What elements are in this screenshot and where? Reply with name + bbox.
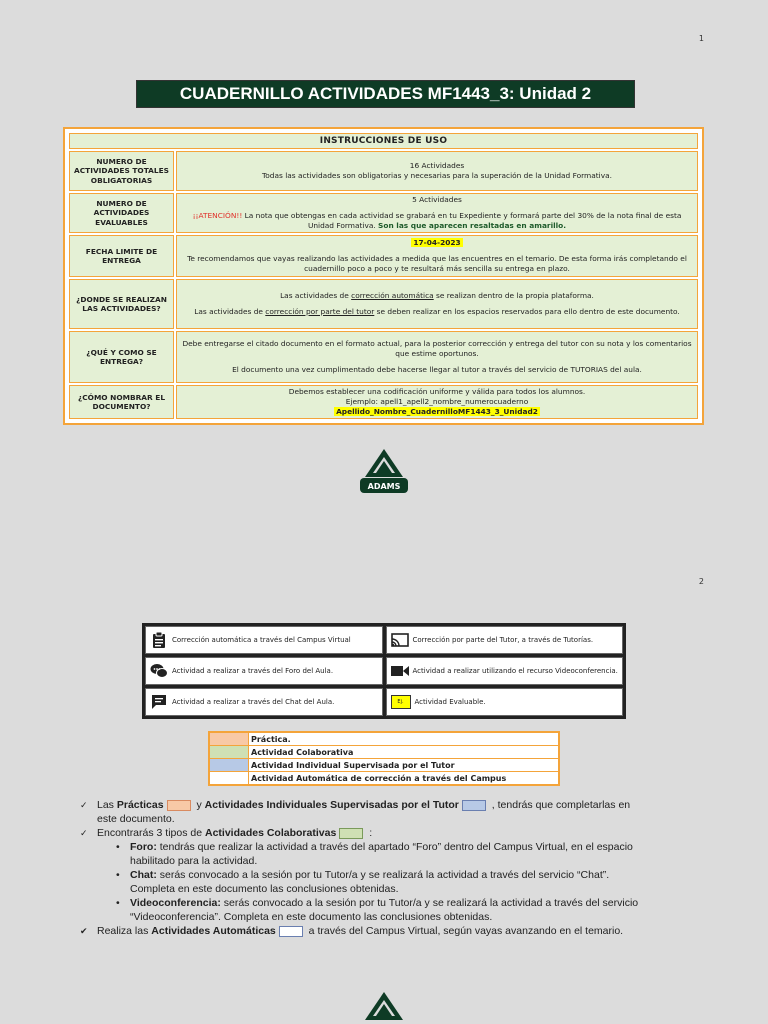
instructions-heading: INSTRUCCIONES DE USO xyxy=(69,133,698,149)
clipboard-icon xyxy=(150,631,168,649)
legend-item: Corrección automática a través del Campus Virtual xyxy=(145,626,383,654)
list-item: ✔ Realiza las Actividades Automáticas a través del Campus Virtual, según vayas avanzando en el temario. xyxy=(80,925,624,937)
filename-example: Apellido_Nombre_CuadernilloMF1443_3_Unidad2 xyxy=(336,406,538,416)
color-key-label: Actividad Individual Supervisada por el Tutor xyxy=(249,759,560,772)
row-label: NUMERO DE ACTIVIDADES EVALUABLES xyxy=(69,193,174,233)
forum-icon xyxy=(150,662,168,680)
cast-screen-icon xyxy=(391,631,409,649)
list-item: ✓ Encontrarás 3 tipos de Actividades Colaborativas : xyxy=(80,827,373,839)
check-icon: ✓ xyxy=(80,800,88,810)
check-icon: ✓ xyxy=(80,828,88,838)
row-label: ¿DONDE SE REALIZAN LAS ACTIVIDADES? xyxy=(69,279,174,329)
legend-item: Actividad a realizar utilizando el recurso Videoconferencia. xyxy=(386,657,624,685)
list-item: • Chat: serás convocado a la sesión por tu Tutor/a y se realizará la actividad a través del servicio “Chat”. xyxy=(116,869,610,881)
row-value: Debemos establecer una codificación uniforme y válida para todos los alumnos. Ejemplo: apell1_apell2_nombre_numerocuaderno Apellido_Nombre_CuadernilloMF1443_3_Unidad2 xyxy=(176,385,698,419)
swatch-automatica xyxy=(209,772,249,786)
row-value: Las actividades de corrección automática se realizan dentro de la propia plataforma. Las actividades de corrección por parte del tutor se deben realizar en los espacios reservados para ello dentro de este documento. xyxy=(176,279,698,329)
instructions-list: ✓ Las Prácticas y Actividades Individuales Supervisadas por el Tutor , tendrás que completarlas en este documento. ✓ Encontrarás 3 tipos de Actividades Colaborativas : • Foro: tendrás que realizar la actividad a través del apartado “Foro” dentro del Campus Virtual, en el espacio habilitado para la actividad. • Chat: serás convocado a la sesión por tu Tutor/a y se realizará la actividad a través del servicio “Chat”. Completa en este documento las conclusiones obtenidas. • Videoconferencia: serás convocado a la sesión por tu Tutor/a y se realizará la actividad a través del servicio “Videoconferencia”. Completa en este documento las conclusiones obtenidas. ✔ Realiza las Actividades Automáticas a través del Campus Virtual, según vayas avanzando en el temario. xyxy=(80,798,700,938)
deadline-date: 17-04-2023 xyxy=(413,238,461,248)
legend-item: Corrección por parte del Tutor, a través de Tutorías. xyxy=(386,626,624,654)
adams-logo xyxy=(359,447,409,495)
check-icon: ✔ xyxy=(80,926,88,936)
list-item: ✓ Las Prácticas y Actividades Individuales Supervisadas por el Tutor , tendrás que completarlas en xyxy=(80,799,631,811)
page-number: 2 xyxy=(698,577,704,586)
row-value: 17-04-2023 Te recomendamos que vayas realizando las actividades a medida que las encuentres en el temario. De esta forma irás completando el cuadernillo poco a poco y te resultará más sencilla su entrega en plazo. xyxy=(176,235,698,277)
swatch-practica xyxy=(209,732,249,746)
instructions-table xyxy=(63,127,704,425)
chat-icon xyxy=(150,693,168,711)
row-label: FECHA LIMITE DE ENTREGA xyxy=(69,235,174,277)
list-item: • Foro: tendrás que realizar la actividad a través del apartado “Foro” dentro del Campus Virtual, en el espacio xyxy=(116,841,633,853)
adams-logo-partial xyxy=(359,990,409,1024)
svg-text:ADAMS: ADAMS xyxy=(367,482,401,491)
list-item: • Videoconferencia: serás convocado a la sesión por tu Tutor/a y se realizará la actividad a través del servicio xyxy=(116,897,639,909)
legend-item: Actividad a realizar a través del Chat del Aula. xyxy=(145,688,383,716)
legend-item: Actividad a realizar a través del Foro del Aula. xyxy=(145,657,383,685)
row-label: ¿CÓMO NOMBRAR EL DOCUMENTO? xyxy=(69,385,174,419)
row-value: 16 Actividades Todas las actividades son obligatorias y necesarias para la superación de la Unidad Formativa. xyxy=(176,151,698,191)
row-value: Debe entregarse el citado documento en el formato actual, para la posterior corrección y entrega del tutor con su nota y los comentarios que estime oportunos. El documento una vez cumplimentado debe hacerse llegar al tutor a través del servicio de TUTORIAS del aula. xyxy=(176,331,698,383)
color-key-label: Actividad Colaborativa xyxy=(249,746,560,759)
row-label: ¿QUÉ Y COMO SE ENTREGA? xyxy=(69,331,174,383)
icon-legend xyxy=(142,623,626,719)
color-key-label: Actividad Automática de corrección a través del Campus xyxy=(249,772,560,786)
swatch-supervisada xyxy=(209,759,249,772)
page-number: 1 xyxy=(698,34,704,43)
color-key-label: Práctica. xyxy=(249,732,560,746)
swatch-colaborativa xyxy=(209,746,249,759)
evaluable-badge: Ej. xyxy=(391,695,411,709)
row-value: 5 Actividades ¡¡ATENCIÓN!! La nota que obtengas en cada actividad se grabará en tu Expediente y formará parte del 30% de la nota final de esta Unidad Formativa. Son las que aparecen resaltadas en amarillo. xyxy=(176,193,698,233)
document-title: CUADERNILLO ACTIVIDADES MF1443_3: Unidad 2 xyxy=(136,80,635,108)
row-label: NUMERO DE ACTIVIDADES TOTALES OBLIGATORIAS xyxy=(69,151,174,191)
legend-item: Ej. Actividad Evaluable. xyxy=(386,688,624,716)
color-key-table xyxy=(208,731,560,786)
videocam-icon xyxy=(391,662,409,680)
